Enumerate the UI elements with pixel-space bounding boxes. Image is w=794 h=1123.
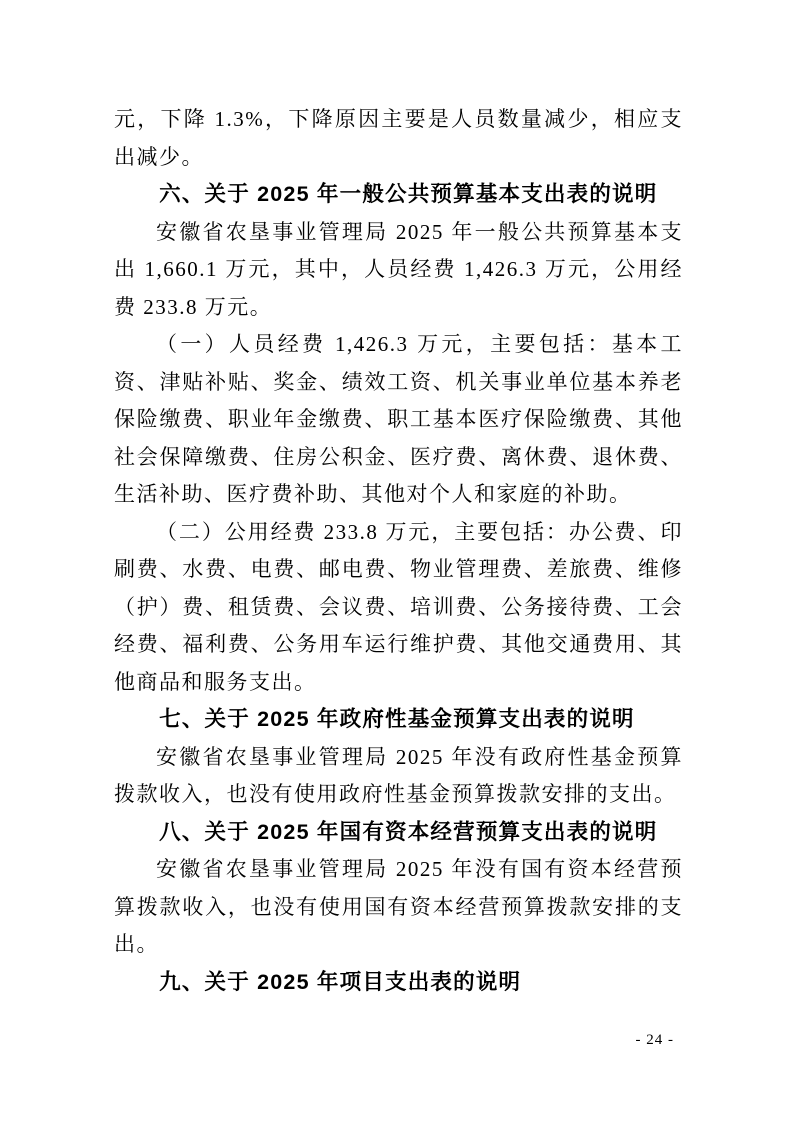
heading-section-8: 八、关于 2025 年国有资本经营预算支出表的说明 <box>159 819 658 844</box>
paragraph-continuation: 元，下降 1.3%，下降原因主要是人员数量减少，相应支出减少。 <box>114 107 683 169</box>
document-body <box>114 101 683 1001</box>
heading-section-6: 六、关于 2025 年一般公共预算基本支出表的说明 <box>159 182 658 206</box>
paragraph-government-fund-budget: 安徽省农垦事业管理局 2025 年没有政府性基金预算拨款收入，也没有使用政府性基金预算拨款安排的支出。 <box>114 744 683 806</box>
paragraph-basic-expenditure-total: 安徽省农垦事业管理局 2025 年一般公共预算基本支出 1,660.1 万元，其中，人员经费 1,426.3 万元，公用经费 233.8 万元。 <box>114 219 683 319</box>
paragraph-personnel-expenses: （一）人员经费 1,426.3 万元，主要包括：基本工资、津贴补贴、奖金、绩效工资、机关事业单位基本养老保险缴费、职业年金缴费、职工基本医疗保险缴费、其他社会保障缴费、住房公积金、医疗费、离休费、退休费、生活补助、医疗费补助、其他对个人和家庭的补助。 <box>114 332 683 506</box>
page-number: - 24 - <box>635 1032 674 1048</box>
heading-section-7: 七、关于 2025 年政府性基金预算支出表的说明 <box>159 707 635 731</box>
heading-section-9: 九、关于 2025 年项目支出表的说明 <box>159 969 522 994</box>
paragraph-public-expenses: （二）公用经费 233.8 万元，主要包括：办公费、印刷费、水费、电费、邮电费、物业管理费、差旅费、维修（护）费、租赁费、会议费、培训费、公务接待费、工会经费、福利费、公务用车运行维护费、其他交通费用、其他商品和服务支出。 <box>114 519 683 694</box>
page-footer <box>636 1031 675 1049</box>
paragraph-state-capital-budget: 安徽省农垦事业管理局 2025 年没有国有资本经营预算拨款收入，也没有使用国有资本经营预算拨款安排的支出。 <box>114 857 683 956</box>
